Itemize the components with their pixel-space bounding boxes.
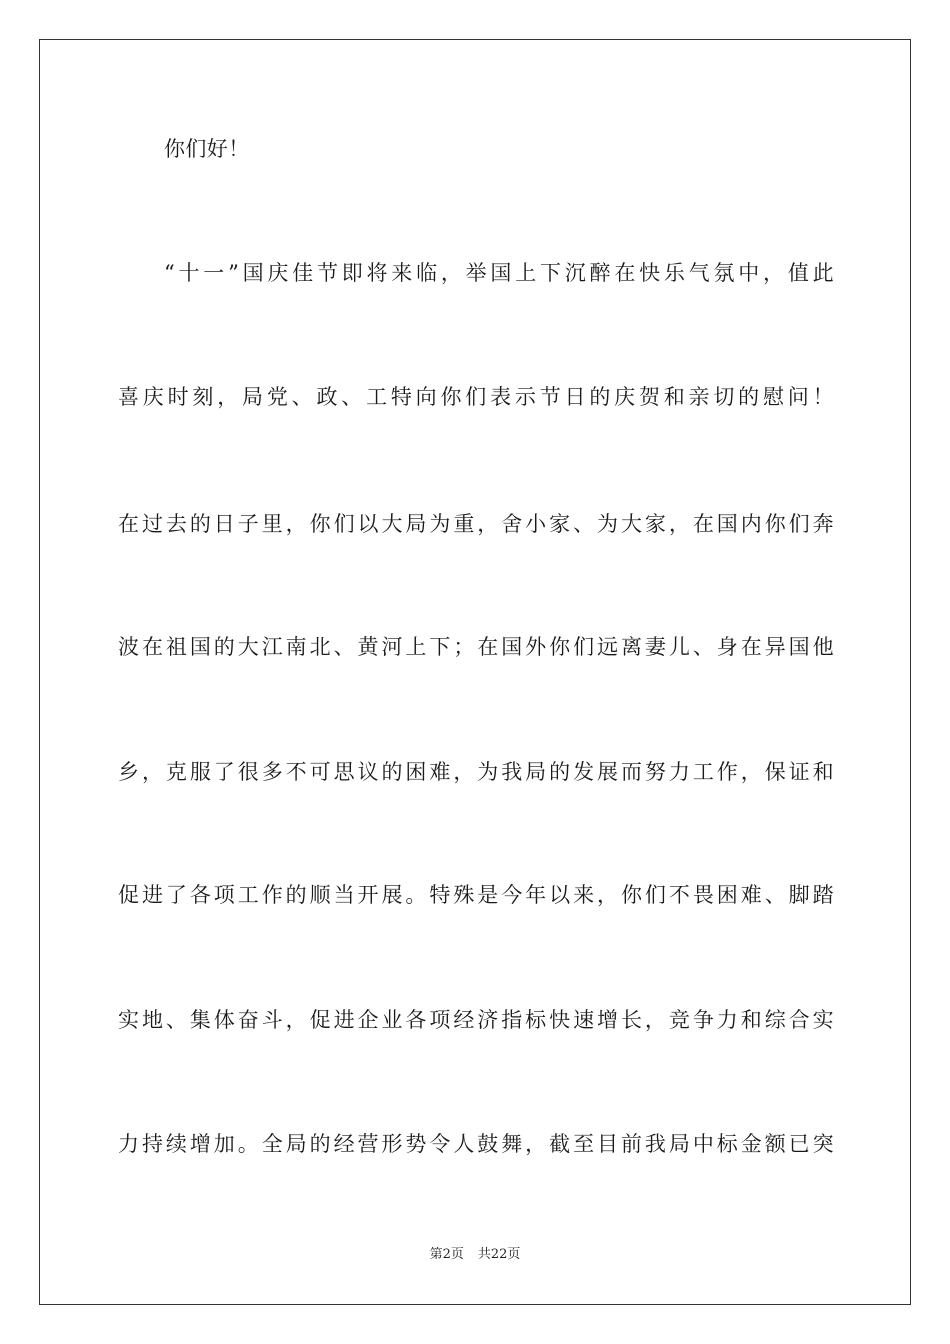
body-line: 乡，克服了很多不可思议的困难，为我局的发展而努力工作，保证和 (118, 760, 834, 784)
body-line: 实地、集体奋斗，促进企业各项经济指标快速增长，竞争力和综合实 (118, 1008, 834, 1032)
body-line: 波在祖国的大江南北、黄河上下；在国外你们远离妻儿、身在异国他 (118, 635, 834, 659)
body-line: 力持续增加。全局的经营形势令人鼓舞，截至目前我局中标金额已突 (118, 1132, 834, 1156)
body-line: 在过去的日子里，你们以大局为重，舍小家、为大家，在国内你们奔 (118, 512, 834, 536)
page-footer (0, 1246, 950, 1264)
page-border (39, 39, 911, 1305)
body-line: “十一”国庆佳节即将来临，举国上下沉醉在快乐气氛中，值此 (164, 261, 834, 285)
greeting-line: 你们好！ (164, 137, 250, 161)
page-number: 第2页 (429, 1247, 464, 1262)
body-line: 促进了各项工作的顺当开展。特殊是今年以来，你们不畏困难、脚踏 (118, 883, 834, 907)
body-line: 喜庆时刻，局党、政、工特向你们表示节日的庆贺和亲切的慰问！ (118, 385, 834, 409)
page-total: 共22页 (477, 1247, 521, 1262)
